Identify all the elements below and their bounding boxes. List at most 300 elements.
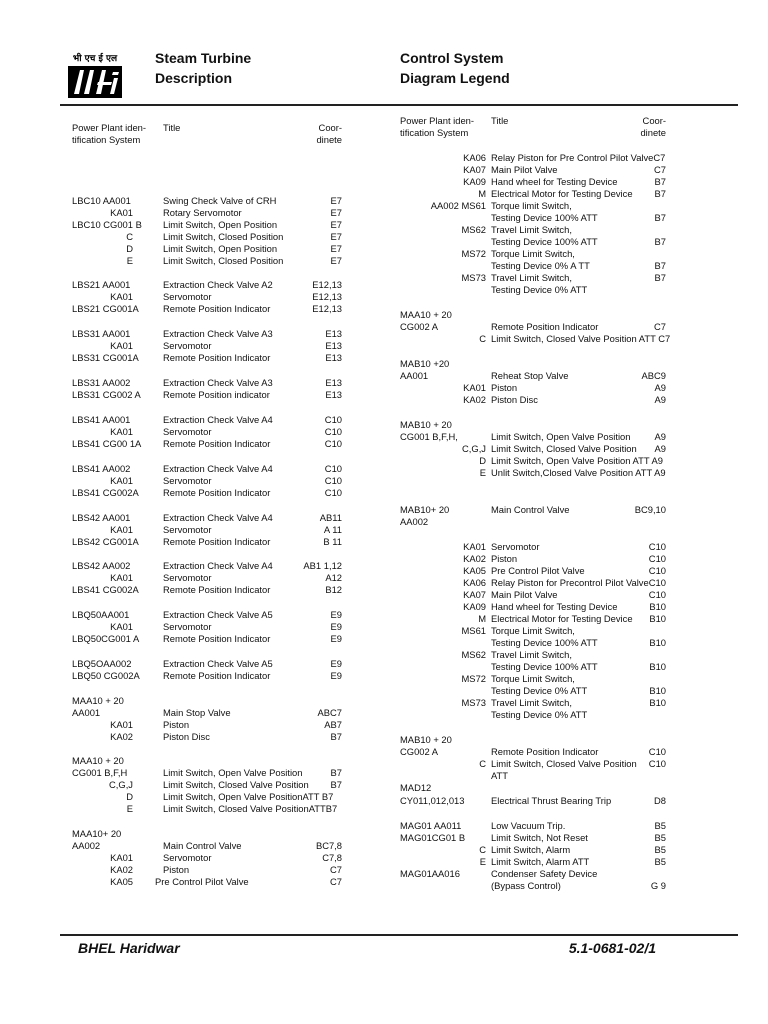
component-title: Limit Switch, Closed Valve Position ATT C7: [491, 333, 671, 344]
component-title: Travel Limit Switch,: [491, 697, 572, 708]
grid-coordinate: A 11: [323, 524, 342, 535]
legend-row: [72, 864, 342, 876]
legend-row: [72, 475, 342, 487]
component-title: Extraction Check Valve A4: [163, 463, 273, 474]
component-title: Condenser Safety Device: [491, 868, 598, 879]
identification-code: KA01: [110, 621, 133, 632]
grid-coordinate: B7: [654, 260, 666, 271]
identification-code: LBQ50 CG002A: [72, 670, 140, 681]
grid-coordinate: E7: [330, 219, 342, 230]
identification-code: KA02: [463, 394, 486, 405]
grid-coordinate: E9: [330, 621, 342, 632]
legend-row: [72, 707, 342, 719]
grid-coordinate: G 9: [650, 880, 666, 891]
legend-row: [400, 467, 666, 479]
legend-row: [400, 212, 666, 224]
legend-row: [400, 649, 666, 661]
identification-code: E: [126, 803, 133, 814]
legend-row: [400, 734, 666, 746]
component-title: Servomotor: [163, 340, 212, 351]
grid-coordinate: E13: [325, 377, 342, 388]
component-title: Limit Switch, Open Position: [163, 243, 278, 254]
grid-coordinate: B10: [649, 685, 666, 696]
component-title: Piston: [491, 553, 518, 564]
identification-code: MS72: [461, 248, 486, 259]
legend-row: [72, 572, 342, 584]
legend-row: [72, 731, 342, 743]
identification-code: LBS41 AA002: [72, 463, 131, 474]
legend-row: [400, 248, 666, 260]
component-title: Piston Disc: [163, 731, 210, 742]
identification-code: MS62: [461, 224, 486, 235]
component-title: Low Vacuum Trip.: [491, 820, 566, 831]
legend-row: [400, 832, 666, 844]
component-title: Servomotor: [163, 291, 212, 302]
legend-row: [400, 504, 666, 516]
identification-code: MAA10+ 20: [72, 828, 122, 839]
grid-coordinate: B10: [649, 697, 666, 708]
footer-doc-number: 5.1-0681-02/1: [568, 940, 656, 956]
column-head-coordinate: [640, 115, 666, 139]
identification-code: LBS42 AA002: [72, 560, 131, 571]
component-title: Main Stop Valve: [163, 707, 231, 718]
grid-coordinate: B7: [654, 236, 666, 247]
legend-row: [72, 695, 342, 707]
grid-coordinate: C10: [648, 746, 666, 757]
grid-coordinate: B10: [649, 613, 666, 624]
grid-coordinate: E9: [330, 633, 342, 644]
component-title: Servomotor: [163, 852, 212, 863]
component-title: Testing Device 100% ATT: [491, 212, 598, 223]
legend-row: [400, 637, 666, 649]
legend-row: [400, 565, 666, 577]
identification-code: D: [126, 791, 133, 802]
component-title: Electrical Motor for Testing Device: [491, 188, 633, 199]
grid-coordinate: B5: [654, 832, 666, 843]
legend-row: [400, 758, 666, 770]
identification-code: KA01: [110, 340, 133, 351]
component-title: Remote Position Indicator: [163, 352, 271, 363]
grid-coordinate: C7: [330, 876, 342, 887]
identification-code: KA01: [463, 541, 486, 552]
component-title: Limit Switch, Not Reset: [491, 832, 588, 843]
grid-coordinate: B7: [330, 731, 342, 742]
identification-code: MAB10 + 20: [400, 419, 452, 430]
grid-coordinate: ABC7: [317, 707, 342, 718]
identification-code: LBQ50AA001: [72, 609, 130, 620]
legend-row: [72, 536, 342, 548]
legend-row: [400, 746, 666, 758]
legend-row: [400, 709, 666, 721]
grid-coordinate: ABC9: [641, 370, 666, 381]
identification-code: E: [126, 255, 133, 266]
legend-row: [400, 625, 666, 637]
component-title: Piston: [491, 382, 518, 393]
identification-code: C: [479, 758, 486, 769]
legend-row: [72, 219, 342, 231]
legend-row: [72, 512, 342, 524]
legend-row: [72, 852, 342, 864]
identification-code: KA06: [463, 152, 486, 163]
identification-code: AA001: [72, 707, 101, 718]
column-head-line: Coor-: [642, 115, 666, 126]
column-head-coordinate: [316, 122, 342, 146]
grid-coordinate: B7: [654, 176, 666, 187]
grid-coordinate: E12,13: [312, 303, 342, 314]
identification-code: MAB10 +20: [400, 358, 450, 369]
identification-code: CG002 A: [400, 321, 439, 332]
identification-code: E: [479, 856, 486, 867]
component-title: Limit Switch, Open Valve Position ATT A9: [491, 455, 663, 466]
component-title: Extraction Check Valve A2: [163, 279, 273, 290]
legend-row: [72, 340, 342, 352]
grid-coordinate: B5: [654, 820, 666, 831]
identification-code: KA01: [110, 475, 133, 486]
identification-code: KA05: [463, 565, 486, 576]
component-title: Remote Position Indicator: [163, 303, 271, 314]
column-head-line: Title: [163, 122, 181, 133]
grid-coordinate: B5: [654, 844, 666, 855]
grid-coordinate: E9: [330, 670, 342, 681]
component-title: Relay Piston for Pre Control Pilot ValveC7: [491, 152, 666, 163]
component-title: Limit Switch, Open Position: [163, 219, 278, 230]
identification-code: KA09: [463, 176, 486, 187]
identification-code: LBS31 CG001A: [72, 352, 139, 363]
legend-row: [72, 584, 342, 596]
legend-row: [72, 779, 342, 791]
component-title: Limit Switch, Closed Valve Position: [163, 779, 309, 790]
component-title: Limit Switch, Open Valve Position: [163, 767, 303, 778]
legend-row: [400, 685, 666, 697]
identification-code: LBQ5OAA002: [72, 658, 132, 669]
component-title: Testing Device 0% A TT: [491, 260, 590, 271]
footer-divider: [60, 934, 738, 936]
component-title: (Bypass Control): [491, 880, 561, 891]
identification-code: KA01: [463, 382, 486, 393]
identification-code: MAA10 + 20: [72, 695, 124, 706]
component-title: Torque Limit Switch,: [491, 625, 575, 636]
legend-row: [400, 200, 666, 212]
identification-code: MAA10 + 20: [72, 755, 124, 766]
component-title: ATT: [491, 770, 509, 781]
grid-coordinate: C7: [330, 864, 342, 875]
component-title: Servomotor: [163, 426, 212, 437]
component-title: Limit Switch, Open Valve PositionATT B7: [163, 791, 334, 802]
right-title-line-1: Control System: [400, 50, 504, 66]
component-title: Extraction Check Valve A4: [163, 512, 273, 523]
grid-coordinate: C10: [324, 414, 342, 425]
component-title: Electrical Thrust Bearing Trip: [491, 795, 612, 806]
component-title: Extraction Check Valve A3: [163, 328, 273, 339]
component-title: Servomotor: [163, 621, 212, 632]
component-title: Travel Limit Switch,: [491, 649, 572, 660]
column-head-line: tification System: [400, 127, 469, 138]
component-title: Hand wheel for Testing Device: [491, 176, 618, 187]
legend-row: [400, 661, 666, 673]
grid-coordinate: B7: [654, 212, 666, 223]
grid-coordinate: B10: [649, 637, 666, 648]
identification-code: MS61: [461, 625, 486, 636]
identification-code: KA01: [110, 524, 133, 535]
legend-row: [72, 438, 342, 450]
identification-code: CG001 B,F,H: [72, 767, 128, 778]
grid-coordinate: E12,13: [312, 279, 342, 290]
left-header-title: [155, 48, 251, 88]
grid-coordinate: B 11: [323, 536, 342, 547]
legend-row: [72, 414, 342, 426]
right-legend-column: [400, 115, 671, 895]
component-title: Main Pilot Valve: [491, 164, 558, 175]
legend-row: [400, 844, 666, 856]
identification-code: MAG01CG01 B: [400, 832, 466, 843]
identification-code: LBS41 CG00 1A: [72, 438, 142, 449]
legend-row: [400, 224, 666, 236]
column-head-line: tification System: [72, 134, 141, 145]
legend-row: [400, 236, 666, 248]
component-title: Torque limit Switch,: [491, 200, 572, 211]
component-title: Testing Device 100% ATT: [491, 236, 598, 247]
legend-row: [400, 856, 666, 868]
identification-code: MS73: [461, 697, 486, 708]
component-title: Extraction Check Valve A4: [163, 414, 273, 425]
identification-code: LBS41 CG002A: [72, 487, 139, 498]
grid-coordinate: B7: [654, 188, 666, 199]
legend-row: [72, 828, 342, 840]
identification-code: CG001 B,F,H,: [400, 431, 458, 442]
grid-coordinate: C7: [654, 164, 666, 175]
legend-row: [400, 553, 666, 565]
grid-coordinate: E13: [325, 352, 342, 363]
grid-coordinate: C10: [648, 553, 666, 564]
identification-code: KA01: [110, 207, 133, 218]
component-title: Extraction Check Valve A4: [163, 560, 273, 571]
identification-code: AA001: [400, 370, 429, 381]
grid-coordinate: B10: [649, 601, 666, 612]
identification-code: LBS42 AA001: [72, 512, 131, 523]
legend-row: [72, 803, 342, 815]
component-title: Relay Piston for Precontrol Pilot ValveC10: [491, 577, 666, 588]
grid-coordinate: C10: [324, 426, 342, 437]
grid-coordinate: E7: [330, 207, 342, 218]
component-title: Limit Switch, Closed Position: [163, 231, 284, 242]
grid-coordinate: C10: [648, 565, 666, 576]
grid-coordinate: E7: [330, 195, 342, 206]
identification-code: KA01: [110, 291, 133, 302]
component-title: Hand wheel for Testing Device: [491, 601, 618, 612]
component-title: Torque Limit Switch,: [491, 248, 575, 259]
grid-coordinate: B7: [330, 767, 342, 778]
legend-row: [72, 876, 342, 888]
grid-coordinate: C7,8: [322, 852, 342, 863]
legend-row: [400, 770, 666, 782]
header-divider: [60, 104, 738, 106]
identification-code: MAG01 AA011: [400, 820, 462, 831]
component-title: Remote Position Indicator: [163, 670, 271, 681]
component-title: Piston Disc: [491, 394, 538, 405]
legend-row: [400, 284, 666, 296]
grid-coordinate: E7: [330, 231, 342, 242]
identification-code: MAG01AA016: [400, 868, 460, 879]
component-title: Extraction Check Valve A3: [163, 377, 273, 388]
component-title: Servomotor: [491, 541, 540, 552]
legend-row: [400, 260, 666, 272]
legend-row: [400, 673, 666, 685]
legend-row: [72, 524, 342, 536]
identification-code: MAB10+ 20: [400, 504, 450, 515]
component-title: Travel Limit Switch,: [491, 272, 572, 283]
identification-code: LBS31 AA001: [72, 328, 131, 339]
identification-code: MAA10 + 20: [400, 309, 452, 320]
legend-row: [400, 152, 666, 164]
identification-code: KA01: [110, 426, 133, 437]
component-title: Testing Device 100% ATT: [491, 637, 598, 648]
grid-coordinate: E13: [325, 340, 342, 351]
component-title: Servomotor: [163, 475, 212, 486]
identification-code: KA02: [110, 864, 133, 875]
column-head-line: Power Plant iden-: [72, 122, 146, 133]
identification-code: C,G,J: [462, 443, 486, 454]
identification-code: LBC10 AA001: [72, 195, 131, 206]
right-header-title: [400, 48, 510, 88]
footer-location: BHEL Haridwar: [78, 940, 180, 956]
legend-row: [72, 658, 342, 670]
grid-coordinate: E7: [330, 243, 342, 254]
component-title: Electrical Motor for Testing Device: [491, 613, 633, 624]
identification-code: E: [479, 467, 486, 478]
legend-row: [400, 782, 666, 794]
legend-row: [72, 243, 342, 255]
legend-row: [400, 382, 666, 394]
identification-code: MS73: [461, 272, 486, 283]
component-title: Torque Limit Switch,: [491, 673, 575, 684]
component-title: Limit Switch, Closed Position: [163, 255, 284, 266]
component-title: Main Control Valve: [491, 504, 570, 515]
grid-coordinate: C7: [654, 321, 666, 332]
identification-code: C: [479, 333, 486, 344]
legend-row: [400, 541, 666, 553]
identification-code: KA02: [110, 731, 133, 742]
grid-coordinate: A9: [654, 431, 666, 442]
identification-code: MAD12: [400, 782, 432, 793]
identification-code: LBS21 CG001A: [72, 303, 139, 314]
legend-row: [72, 389, 342, 401]
grid-coordinate: A12: [325, 572, 342, 583]
grid-coordinate: C10: [648, 541, 666, 552]
legend-row: [400, 333, 671, 345]
identification-code: AA002 MS61: [430, 200, 486, 211]
legend-row: [400, 419, 666, 431]
grid-coordinate: A9: [654, 443, 666, 454]
component-title: Reheat Stop Valve: [491, 370, 569, 381]
legend-row: [72, 207, 342, 219]
legend-row: [72, 621, 342, 633]
component-title: Remote Position Indicator: [163, 584, 271, 595]
grid-coordinate: B7: [330, 779, 342, 790]
identification-code: CY011,012,013: [400, 795, 465, 806]
column-head-line: Title: [491, 115, 509, 126]
component-title: Piston: [163, 864, 190, 875]
component-title: Remote Position indicator: [163, 389, 270, 400]
component-title: Limit Switch, Alarm: [491, 844, 571, 855]
column-head-line: Coor-: [318, 122, 342, 133]
component-title: Main Pilot Valve: [491, 589, 558, 600]
component-title: Limit Switch, Closed Valve Position: [491, 443, 637, 454]
component-title: Limit Switch, Alarm ATT: [491, 856, 590, 867]
legend-row: [400, 577, 666, 589]
grid-coordinate: C10: [648, 758, 666, 769]
legend-row: [72, 279, 342, 291]
component-title: Remote Position Indicator: [491, 321, 599, 332]
component-title: Pre Control Pilot Valve: [155, 876, 249, 887]
grid-coordinate: BC7,8: [315, 840, 342, 851]
identification-code: MS62: [461, 649, 486, 660]
component-title: Testing Device 0% ATT: [491, 284, 588, 295]
component-title: Servomotor: [163, 524, 212, 535]
grid-coordinate: B12: [325, 584, 342, 595]
component-title: Extraction Check Valve A5: [163, 609, 273, 620]
identification-code: LBS31 AA002: [72, 377, 131, 388]
component-title: Limit Switch, Closed Valve PositionATTB7: [163, 803, 338, 814]
component-title: Main Control Valve: [163, 840, 242, 851]
legend-row: [72, 840, 342, 852]
legend-row: [72, 195, 342, 207]
legend-row: [72, 560, 342, 572]
legend-row: [400, 370, 666, 382]
legend-row: [72, 231, 342, 243]
bhel-logo: [66, 50, 124, 100]
component-title: Remote Position Indicator: [163, 633, 271, 644]
legend-row: [72, 719, 342, 731]
column-head-line: dinete: [316, 134, 342, 145]
identification-code: KA01: [110, 572, 133, 583]
legend-row: [400, 516, 666, 528]
legend-row: [72, 463, 342, 475]
legend-row: [400, 820, 666, 832]
identification-code: KA07: [463, 589, 486, 600]
legend-row: [400, 697, 666, 709]
left-title-line-2: Description: [155, 70, 233, 86]
grid-coordinate: E13: [325, 328, 342, 339]
legend-row: [72, 352, 342, 364]
legend-row: [72, 609, 342, 621]
identification-code: LBS41 AA001: [72, 414, 131, 425]
identification-code: KA06: [463, 577, 486, 588]
legend-row: [72, 767, 342, 779]
identification-code: KA01: [110, 852, 133, 863]
legend-row: [400, 309, 666, 321]
identification-code: D: [126, 243, 133, 254]
column-head-line: Power Plant iden-: [400, 115, 474, 126]
identification-code: LBQ50CG001 A: [72, 633, 140, 644]
component-title: Rotary Servomotor: [163, 207, 242, 218]
legend-row: [400, 176, 666, 188]
grid-coordinate: E13: [325, 389, 342, 400]
grid-coordinate: E9: [330, 609, 342, 620]
legend-row: [400, 164, 666, 176]
identification-code: LBS42 CG001A: [72, 536, 139, 547]
identification-code: MS72: [461, 673, 486, 684]
legend-row: [72, 426, 342, 438]
identification-code: AA002: [400, 516, 429, 527]
grid-coordinate: B5: [654, 856, 666, 867]
identification-code: LBS41 CG002A: [72, 584, 139, 595]
identification-code: D: [479, 455, 486, 466]
identification-code: LBS21 AA001: [72, 279, 131, 290]
right-title-line-2: Diagram Legend: [400, 70, 510, 86]
grid-coordinate: E12,13: [312, 291, 342, 302]
legend-row: [72, 755, 342, 767]
component-title: Pre Control Pilot Valve: [491, 565, 585, 576]
